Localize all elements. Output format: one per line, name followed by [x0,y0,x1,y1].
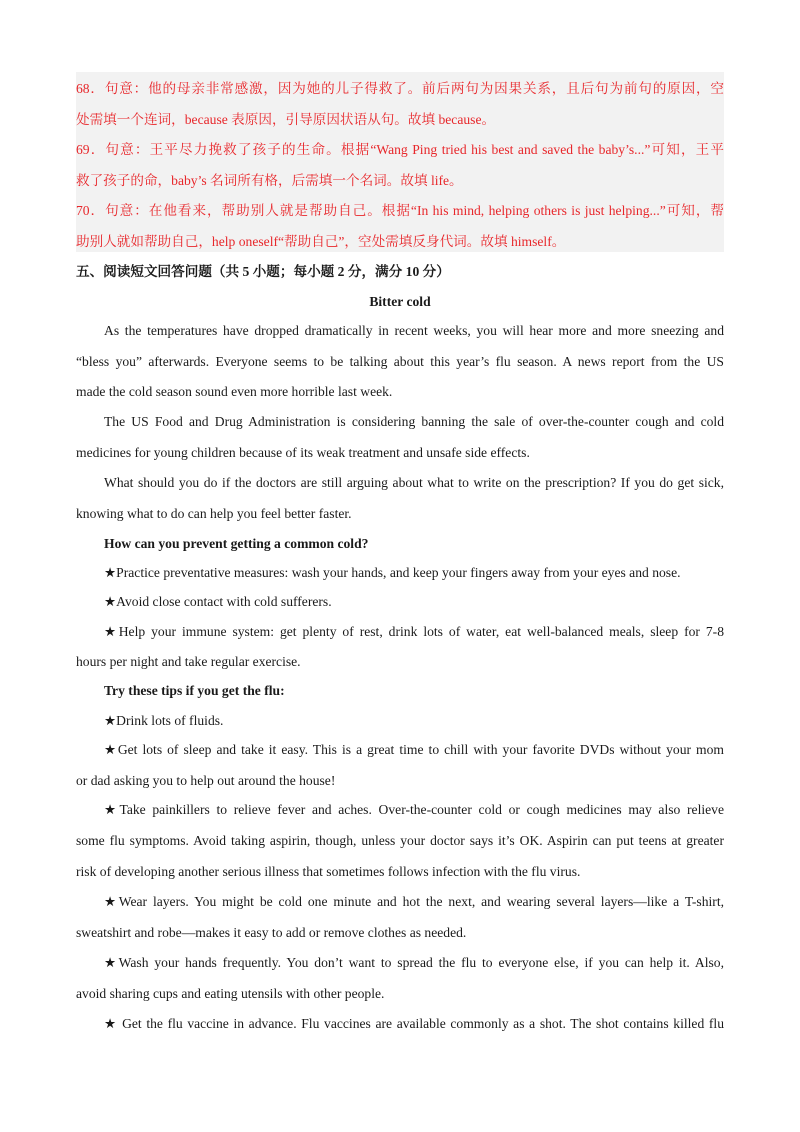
tip-4-line-2: sweatshirt and robe—makes it easy to add or remove clothes as needed. [76,925,467,940]
answer-70-line-2: 助别人就如帮助自己，help oneself“帮助自己”，空处需填反身代词。故填 himself。 [76,234,566,249]
tip-5-line-2: avoid sharing cups and eating utensils with other people. [76,986,385,1001]
prevent-item-2: ★Avoid close contact with cold sufferers. [104,594,332,609]
answer-69-line-2: 救了孩子的命，baby’s 名词所有格，后需填一个名词。故填 life。 [76,173,463,188]
paragraph-2-line-2: medicines for young children because of its weak treatment and unsafe side effects. [76,445,530,460]
prevent-item-1: ★Practice preventative measures: wash your hands, and keep your fingers away from your eyes and nose. [104,565,681,580]
answer-68-line-1: 68．句意：他的母亲非常感激，因为她的儿子得救了。前后两句为因果关系，且后句为前句的原因，空 [76,81,724,96]
tip-2-line-2: or dad asking you to help out around the house! [76,773,336,788]
paragraph-2-line-1: The US Food and Drug Administration is considering banning the sale of over-the-counter cough and cold [104,414,724,429]
tip-3-line-1: ★Take painkillers to relieve fever and aches. Over-the-counter cold or cough medicines may also relieve [104,802,724,817]
paragraph-3-line-1: What should you do if the doctors are still arguing about what to write on the prescription? If you do get sick, [104,475,724,490]
answer-68-line-2: 处需填一个连词，because 表原因，引导原因状语从句。故填 because。 [76,112,496,127]
section-heading: 五、阅读短文回答问题（共 5 小题；每小题 2 分，满分 10 分） [76,264,450,279]
tip-3-line-2: some flu symptoms. Avoid taking aspirin, though, unless your doctor says it’s OK. Aspirin can put teens at greater [76,833,724,848]
tip-2-line-1: ★Get lots of sleep and take it easy. This is a great time to chill with your favorite DVDs without your mom [104,742,724,757]
answer-explanations-box [76,72,724,252]
prevent-heading: How can you prevent getting a common cold? [104,536,369,551]
passage-title: Bitter cold [369,294,431,309]
tip-3-line-3: risk of developing another serious illness that sometimes follows infection with the flu virus. [76,864,581,879]
answer-70-line-1: 70．句意：在他看来，帮助别人就是帮助自己。根据“In his mind, helping others is just helping...”可知，帮 [76,203,724,218]
paragraph-1-line-3: made the cold season sound even more horrible last week. [76,384,393,399]
paragraph-1-line-1: As the temperatures have dropped dramatically in recent weeks, you will hear more and more sneezing and [104,323,724,338]
paragraph-1-line-2: “bless you” afterwards. Everyone seems to be talking about this year’s flu season. A news report from the US [76,354,724,369]
answer-69-line-1: 69．句意：王平尽力挽救了孩子的生命。根据“Wang Ping tried his best and saved the baby’s...”可知，王平 [76,142,724,157]
paragraph-3-line-2: knowing what to do can help you feel better faster. [76,506,352,521]
tip-1: ★Drink lots of fluids. [104,713,224,728]
tip-6-line-1: ★ Get the flu vaccine in advance. Flu vaccines are available commonly as a shot. The shot contains killed flu [104,1016,724,1031]
tip-4-line-1: ★Wear layers. You might be cold one minute and hot the next, and wearing several layers—like a T-shirt, [104,894,724,909]
tips-heading: Try these tips if you get the flu: [104,683,285,698]
prevent-item-3-line-1: ★Help your immune system: get plenty of rest, drink lots of water, eat well-balanced meals, sleep for 7-8 [104,624,724,639]
tip-5-line-1: ★Wash your hands frequently. You don’t want to spread the flu to everyone else, if you can help it. Also, [104,955,724,970]
prevent-item-3-line-2: hours per night and take regular exercise. [76,654,301,669]
